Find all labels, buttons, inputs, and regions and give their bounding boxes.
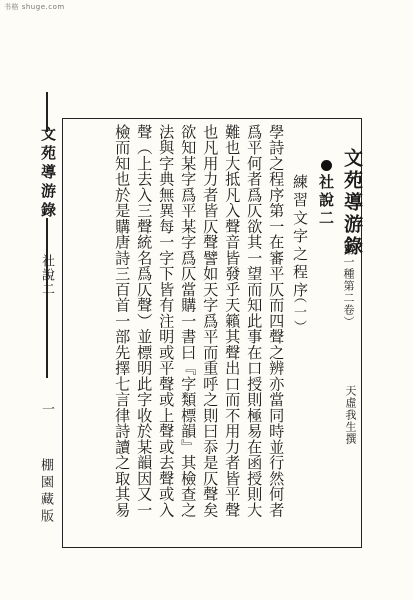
body-line: 欲知某字爲平某字爲仄當購一書曰『字類標韻』其檢查之	[179, 124, 198, 518]
author: 天虛我生撰	[344, 385, 357, 445]
body-line: 難也大抵凡入聲音皆發乎天籟其聲出口而不用力者皆平聲	[223, 124, 242, 518]
subsection-number: （一）	[291, 290, 306, 335]
body-line: 法與字典無異每一字下皆有注明或平聲或上聲或去聲或入	[157, 124, 176, 518]
subsection-heading: 練習文字之程序	[291, 174, 309, 300]
fore-edge-rule-middle	[46, 218, 48, 378]
section-title: 社說二	[317, 174, 335, 228]
watermark: 书格 shuge.com	[4, 3, 65, 11]
body-line: 檢而知也於是購唐詩三百首一部先擇七言律詩讀之取其易	[113, 124, 132, 518]
book-title: 文苑導游錄	[341, 148, 363, 258]
body-line: 也凡用力者皆仄聲譬如天字爲平而重呼之則曰忝是仄聲矣	[201, 124, 220, 518]
fore-edge-page-number: 一	[39, 402, 54, 415]
fore-edge-title: 文苑導游錄	[39, 126, 57, 221]
bullet-icon	[321, 160, 332, 171]
volume-note: （第一種第二卷）	[342, 232, 355, 328]
body-line: 學詩之程序第一在審平仄而四聲之辨亦當同時並行然何者	[267, 124, 286, 518]
body-line: 聲（上去入三聲統名爲仄聲）並標明此字收於某韻因又一	[135, 124, 154, 518]
body-line: 爲平何者爲仄欲其一望而知此事在口授則極易在函授則大	[245, 124, 264, 518]
fore-edge-chapter: 社說二	[39, 254, 54, 296]
section-heading	[318, 160, 333, 228]
fore-edge-publisher: 棚園藏版	[38, 458, 53, 526]
